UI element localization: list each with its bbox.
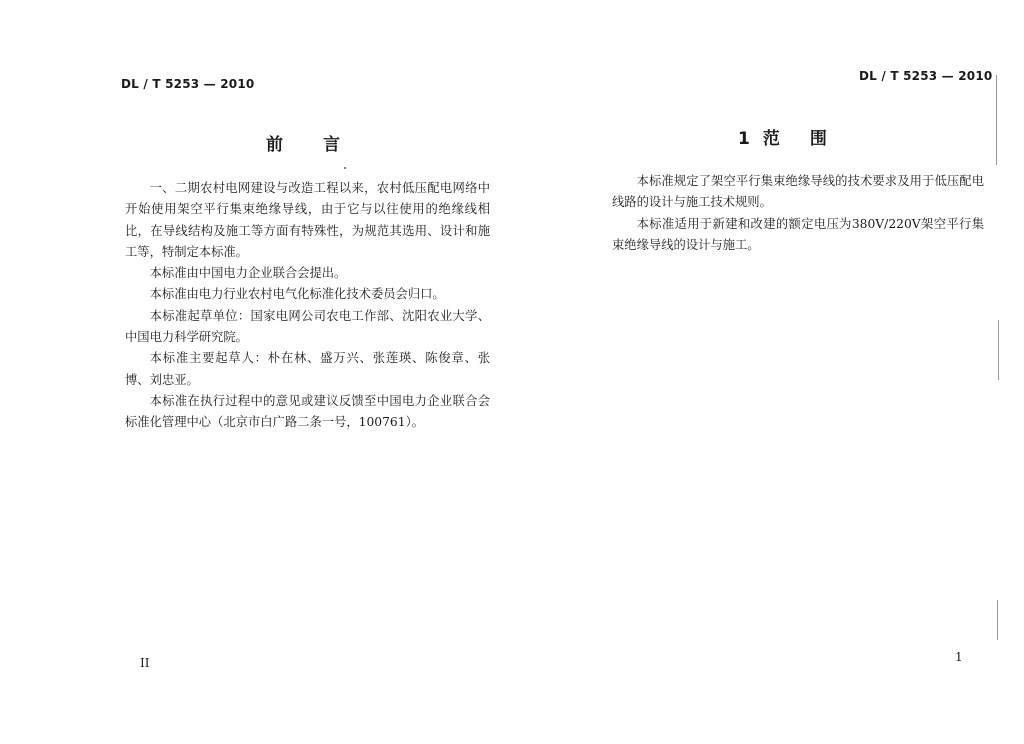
foreword-heading-char-1: 前 [266, 135, 323, 155]
standard-code-right: DL / T 5253 — 2010 [859, 69, 993, 83]
scope-heading-number: 1 [738, 129, 750, 149]
foreword-heading [266, 130, 380, 155]
scope-paragraph-2: 本标准适用于新建和改建的额定电压为380V/220V架空平行集束绝缘导线的设计与施工。 [612, 216, 984, 252]
foreword-paragraph-6: 本标准在执行过程中的意见或建议反馈至中国电力企业联合会标准化管理中心（北京市白广路二条一号，100761）。 [125, 393, 490, 430]
foreword-body [125, 178, 490, 434]
foreword-heading-char-2: 言 [323, 135, 380, 155]
scope-heading-char-2: 围 [809, 129, 827, 149]
page-number-left: II [140, 656, 150, 670]
scan-edge-mark [996, 75, 997, 165]
scope-paragraph-1: 本标准规定了架空平行集束绝缘导线的技术要求及用于低压配电线路的设计与施工技术规则。 [612, 174, 984, 210]
scan-edge-mark [998, 320, 999, 380]
scan-edge-mark [997, 600, 998, 640]
right-page [512, 0, 1024, 744]
foreword-paragraph-3: 本标准由电力行业农村电气化标准化技术委员会归口。 [149, 287, 445, 302]
scope-body [612, 171, 984, 256]
foreword-paragraph-5: 本标准主要起草人：朴在林、盛万兴、张莲瑛、陈俊章、张博、刘忠亚。 [125, 351, 490, 387]
foreword-paragraph-1: 一、二期农村电网建设与改造工程以来，农村低压配电网络中开始使用架空平行集束绝缘导线，由于它与以往使用的绝缘线相比，在导线结构及施工等方面有特殊性，为规范其选用、设计和施工等，特制定本标准。 [125, 181, 490, 259]
scope-heading-char-1: 范 [762, 129, 780, 149]
standard-code-left: DL / T 5253 — 2010 [121, 77, 255, 91]
foreword-paragraph-2: 本标准由中国电力企业联合会提出。 [149, 266, 347, 281]
page-number-right: 1 [955, 650, 963, 664]
foreword-paragraph-4: 本标准起草单位：国家电网公司农电工作部、沈阳农业大学、中国电力科学研究院。 [125, 308, 490, 345]
scope-heading [738, 124, 827, 149]
scan-speck [344, 167, 346, 169]
